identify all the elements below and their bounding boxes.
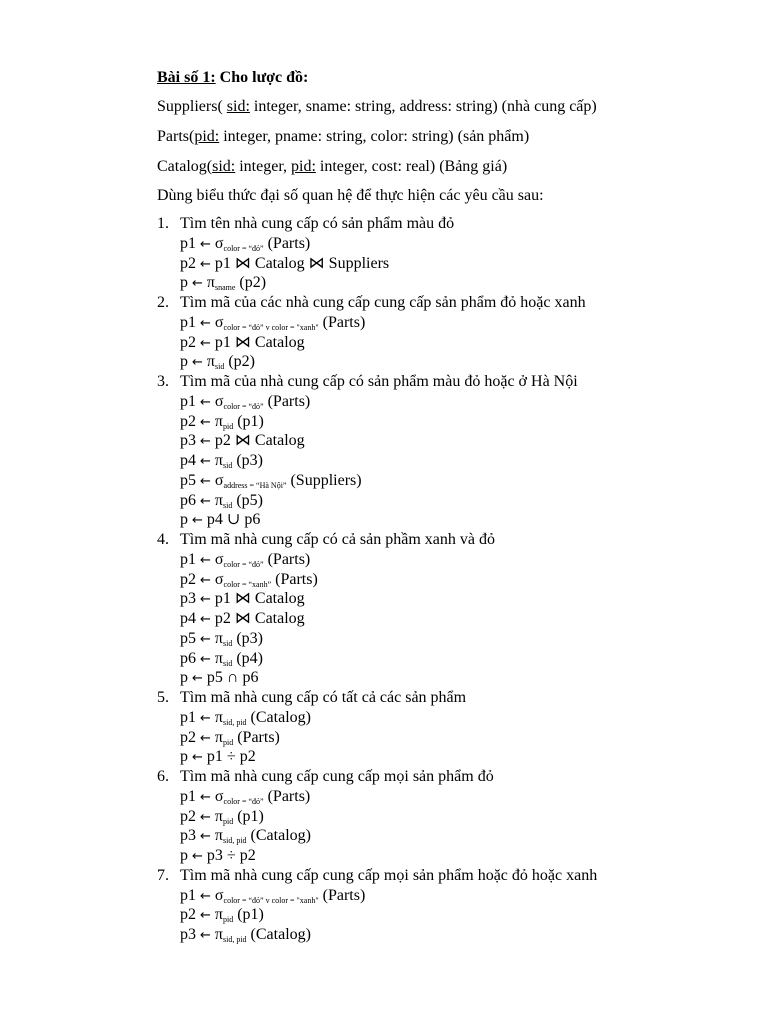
operator-condition: sid: [222, 638, 233, 648]
operand: (Catalog): [246, 708, 311, 726]
operator-condition: color = “đỏ”: [223, 559, 264, 569]
operator-symbol: π: [206, 353, 215, 371]
step-variable: p5: [180, 471, 196, 489]
assign-arrow: ←: [200, 789, 211, 805]
algebra-step: [180, 668, 258, 689]
step-expression: p2 ⋈ Catalog: [214, 610, 305, 627]
step-variable: p1: [180, 886, 196, 904]
step-variable: p4: [180, 452, 196, 469]
operand: (p1): [233, 807, 264, 825]
assign-arrow: ←: [200, 888, 211, 904]
operator-symbol: π: [214, 452, 223, 469]
step-variable: p2: [180, 254, 196, 272]
question-text: Tìm mã nhà cung cấp có tất cả các sản phẩm: [180, 689, 467, 706]
step-variable: p1: [180, 550, 196, 568]
algebra-step: [180, 609, 305, 630]
operand: (p2): [224, 353, 255, 371]
schema-text: integer,: [235, 158, 291, 175]
operand: (p2): [235, 274, 267, 292]
question-number: 5.: [157, 689, 169, 706]
assign-arrow: ←: [200, 928, 211, 943]
assign-arrow: ←: [200, 908, 211, 924]
operand: (Parts): [263, 550, 311, 568]
schema-text: Catalog(: [157, 158, 213, 175]
operator-symbol: π: [214, 728, 223, 746]
operand: (Parts): [318, 313, 366, 331]
step-expression: p3 ÷ p2: [206, 847, 256, 864]
algebra-step: [180, 254, 389, 275]
operator-symbol: π: [214, 649, 223, 667]
algebra-step: [180, 589, 305, 610]
question-text: Tìm mã của các nhà cung cấp cung cấp sản phẩm đỏ hoặc xanh: [180, 294, 586, 311]
question-text: Tìm mã nhà cung cấp có cả sản phầm xanh và đỏ: [180, 531, 495, 548]
algebra-step: [180, 846, 256, 867]
question-number: 4.: [157, 531, 169, 548]
algebra-step: [180, 431, 305, 452]
operand: (Catalog): [246, 827, 311, 845]
assign-arrow: ←: [200, 829, 211, 845]
assign-arrow: ←: [200, 394, 211, 410]
operator-condition: sid: [214, 362, 225, 372]
primary-key: sid:: [212, 158, 236, 175]
operator-condition: pid: [222, 737, 234, 747]
operator-condition: color = “xanh”: [223, 579, 272, 589]
assign-arrow: ←: [192, 671, 203, 687]
step-expression: p1 ÷ p2: [206, 748, 256, 766]
operator-symbol: π: [214, 629, 223, 647]
operator-symbol: π: [214, 827, 223, 845]
assign-arrow: ←: [200, 236, 211, 252]
schema-text: integer, sname: string, address: string) (nhà cung cấp): [249, 98, 597, 115]
operator-condition: sid: [222, 500, 233, 510]
question-number: 2.: [157, 294, 169, 311]
step-variable: p: [180, 748, 188, 766]
operator-symbol: σ: [214, 471, 224, 489]
operator-condition: sid, pid: [222, 935, 247, 944]
step-variable: p6: [180, 649, 196, 667]
operator-condition: color = “đỏ”: [223, 401, 264, 411]
operand: (Suppliers): [286, 471, 362, 489]
exercise-title: [157, 68, 308, 88]
operand: (Parts): [318, 886, 366, 904]
assign-arrow: ←: [192, 355, 203, 371]
step-variable: p5: [180, 629, 196, 647]
operator-symbol: π: [214, 926, 223, 943]
step-variable: p2: [180, 807, 196, 825]
primary-key: pid:: [194, 128, 220, 145]
operand: (Parts): [233, 728, 280, 746]
step-expression: p2 ⋈ Catalog: [214, 432, 305, 450]
operator-symbol: σ: [214, 570, 224, 588]
step-expression: p1 ⋈ Catalog: [214, 590, 305, 608]
operator-condition: sid, pid: [222, 836, 247, 846]
step-variable: p: [180, 669, 188, 687]
step-variable: p1: [180, 392, 196, 410]
step-variable: p1: [180, 313, 196, 331]
question-text: Tìm mã nhà cung cấp cung cấp mọi sản phẩm hoặc đỏ hoặc xanh: [180, 866, 598, 884]
step-variable: p2: [180, 728, 196, 746]
assign-arrow: ←: [192, 849, 203, 864]
operator-condition: color = “đỏ” v color = "xanh": [223, 322, 319, 332]
operand: (p3): [232, 629, 263, 647]
operand: (Parts): [263, 234, 311, 252]
assign-arrow: ←: [200, 651, 211, 667]
operator-symbol: π: [214, 708, 223, 726]
question-text: Tìm tên nhà cung cấp có sản phẩm màu đỏ: [180, 215, 455, 232]
assign-arrow: ←: [200, 730, 211, 746]
operand: (Parts): [263, 392, 311, 410]
step-variable: p1: [180, 708, 196, 726]
step-variable: p4: [180, 610, 196, 627]
question-number: 3.: [157, 373, 169, 390]
step-variable: p3: [180, 827, 196, 845]
schema-text: integer, cost: real) (Bảng giá): [315, 158, 508, 175]
assign-arrow: ←: [200, 335, 211, 351]
schema-text: Suppliers(: [157, 98, 227, 115]
step-expression: p1 ⋈ Catalog ⋈ Suppliers: [214, 254, 390, 272]
schema-parts: [157, 127, 529, 147]
operand: (p4): [232, 649, 263, 667]
operator-symbol: σ: [214, 550, 224, 568]
step-variable: p1: [180, 234, 196, 252]
algebra-step: [180, 747, 256, 768]
operator-symbol: π: [214, 906, 223, 924]
algebra-step: [180, 333, 305, 354]
assign-arrow: ←: [192, 276, 203, 292]
question-text: Tìm mã của nhà cung cấp có sản phẩm màu đỏ hoặc ở Hà Nội: [180, 373, 578, 390]
operator-symbol: π: [214, 807, 223, 825]
schema-text: Parts(: [157, 128, 195, 145]
step-variable: p3: [180, 432, 196, 450]
operator-symbol: σ: [214, 313, 224, 331]
operand: (Catalog): [246, 926, 311, 943]
operator-condition: color = “đỏ”: [223, 796, 264, 806]
assign-arrow: ←: [200, 809, 211, 825]
operator-symbol: σ: [214, 392, 224, 410]
operator-symbol: π: [206, 274, 215, 292]
instructions: Dùng biểu thức đại số quan hệ để thực hiện các yêu cầu sau:: [157, 187, 544, 204]
schema-suppliers: [157, 97, 597, 117]
assign-arrow: ←: [200, 710, 211, 726]
assign-arrow: ←: [200, 414, 211, 430]
operator-symbol: σ: [214, 234, 224, 252]
step-variable: p: [180, 847, 188, 864]
primary-key: sid:: [226, 98, 250, 115]
step-variable: p2: [180, 906, 196, 924]
step-variable: p: [180, 274, 188, 292]
assign-arrow: ←: [200, 256, 211, 272]
operator-condition: sid: [222, 461, 233, 470]
operator-condition: color = “đỏ” v color = "xanh": [223, 895, 319, 905]
question-number: 6.: [157, 768, 169, 785]
assign-arrow: ←: [200, 434, 211, 450]
operator-symbol: σ: [214, 787, 224, 805]
operator-condition: pid: [222, 915, 234, 925]
assign-arrow: ←: [200, 315, 211, 331]
question-text: Tìm mã nhà cung cấp cung cấp mọi sản phẩm đỏ: [180, 768, 494, 785]
step-expression: p5 ∩ p6: [206, 669, 259, 687]
assign-arrow: ←: [200, 493, 211, 509]
assign-arrow: ←: [200, 552, 211, 568]
operand: (Parts): [263, 787, 311, 805]
assign-arrow: ←: [192, 750, 203, 766]
operator-condition: color = “đỏ”: [223, 243, 264, 253]
step-variable: p1: [180, 787, 196, 805]
operator-condition: pid: [222, 421, 234, 431]
step-variable: p2: [180, 333, 196, 351]
step-variable: p2: [180, 412, 196, 430]
question-number: 7.: [157, 866, 169, 884]
operator-condition: address = “Hà Nội”: [223, 480, 287, 490]
operator-condition: sid, pid: [222, 717, 247, 727]
assign-arrow: ←: [200, 473, 211, 489]
question-number: 1.: [157, 215, 169, 232]
operand: (p5): [232, 491, 263, 509]
schema-text: integer, pname: string, color: string) (sản phẩm): [219, 128, 530, 145]
operator-condition: sid: [222, 658, 233, 668]
exercise-heading: Cho lược đồ:: [215, 69, 309, 86]
operand: (p1): [233, 412, 264, 430]
assign-arrow: ←: [200, 572, 211, 588]
assign-arrow: ←: [200, 454, 211, 469]
operator-condition: pid: [222, 816, 234, 826]
operator-symbol: π: [214, 491, 223, 509]
algebra-step: [180, 510, 260, 531]
primary-key: pid:: [291, 158, 316, 175]
operator-symbol: π: [214, 412, 223, 430]
operator-condition: sname: [214, 283, 236, 293]
step-variable: p3: [180, 926, 196, 943]
exercise-label: Bài số 1:: [157, 69, 216, 86]
step-variable: p3: [180, 590, 196, 608]
step-expression: p4 ∪ p6: [206, 511, 261, 529]
operand: (Parts): [271, 570, 318, 588]
step-variable: p6: [180, 491, 196, 509]
step-variable: p: [180, 511, 188, 529]
assign-arrow: ←: [200, 592, 211, 608]
step-variable: p: [180, 353, 188, 371]
step-variable: p2: [180, 570, 196, 588]
operator-symbol: σ: [214, 886, 224, 904]
schema-catalog: [157, 157, 507, 177]
algebra-step: [180, 925, 311, 950]
assign-arrow: ←: [192, 513, 203, 529]
assign-arrow: ←: [200, 612, 211, 627]
assign-arrow: ←: [200, 631, 211, 647]
step-expression: p1 ⋈ Catalog: [214, 333, 305, 351]
operand: (p1): [233, 906, 264, 924]
operand: (p3): [232, 452, 263, 469]
